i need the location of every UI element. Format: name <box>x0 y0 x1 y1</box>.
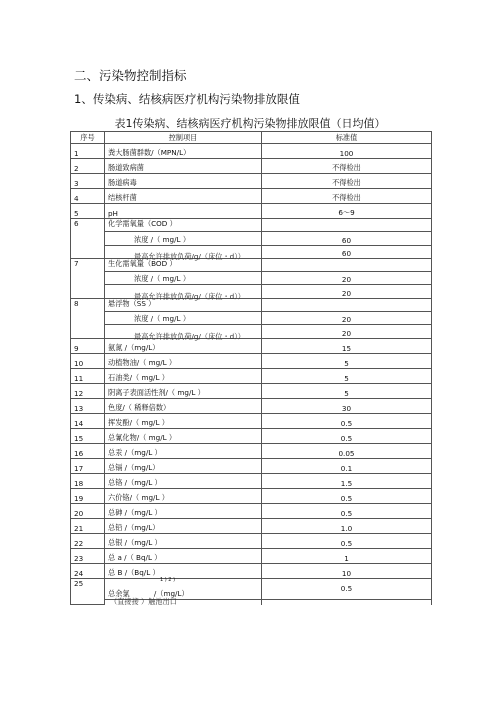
table-row <box>71 563 432 578</box>
table-row <box>71 383 432 398</box>
row-std: 0.5 <box>262 533 432 548</box>
header-std: 标准值 <box>262 132 432 144</box>
row-item: 化学需氧量（COD ） <box>105 219 262 232</box>
row-no: 16 <box>71 443 105 458</box>
row-no: 2 <box>71 159 105 174</box>
row-item: 阴离子表面活性剂/（ mg/L ） <box>105 383 262 398</box>
row-item: 挥发酚/（ mg/L ） <box>105 413 262 428</box>
row-item: 悬浮物（SS ） <box>105 298 262 311</box>
row-no: 20 <box>71 503 105 518</box>
row-no: 21 <box>71 518 105 533</box>
row-subitem: 浓度 /（ mg/L ） <box>134 234 191 244</box>
row-no: 19 <box>71 488 105 503</box>
row-item: 氨氮 /（mg/L） <box>105 338 262 353</box>
row-std: 20 <box>262 272 432 285</box>
row-no: 5 <box>71 204 105 219</box>
table-row <box>71 443 432 458</box>
table-header-row <box>71 132 432 144</box>
row-std: 20 <box>262 312 432 325</box>
row-item: 总铅 /（mg/L） <box>105 518 262 533</box>
row-item: 总铬 /（mg/L ） <box>105 473 262 488</box>
row-std: 1.0 <box>262 518 432 533</box>
row-std: 不得检出 <box>262 159 432 174</box>
row-subitem-clipped: （直接接 ）触池出口 <box>110 597 177 607</box>
row-item: 总 B /（Bq/L ） <box>105 563 262 578</box>
table-row <box>71 533 432 548</box>
table-row <box>71 353 432 368</box>
row-no: 23 <box>71 548 105 563</box>
pollutant-limits-table <box>70 131 432 605</box>
row-no: 7 <box>71 258 105 298</box>
row-std: 5 <box>262 383 432 398</box>
row-std: 10 <box>262 563 432 578</box>
row-subitem: 浓度 /（ mg/L ） <box>134 314 191 324</box>
table-row <box>71 473 432 488</box>
table-row-group-8 <box>71 298 432 311</box>
row-subitem-clipped: 最高允许排放负荷/g/（床位・d）） <box>134 291 245 301</box>
table-row <box>71 189 432 204</box>
row-std: 15 <box>262 338 432 353</box>
row-item: 肠道病毒 <box>105 174 262 189</box>
row-item: 总汞 /（mg/L ） <box>105 443 262 458</box>
row-std: 1.5 <box>262 473 432 488</box>
table-row <box>71 458 432 473</box>
table-row <box>71 144 432 159</box>
row-std: 0.5 <box>262 578 432 599</box>
row-no: 11 <box>71 368 105 383</box>
row-item: 石油类/（ mg/L ） <box>105 368 262 383</box>
row-no: 3 <box>71 174 105 189</box>
table-row <box>71 413 432 428</box>
row-item: 结核杆菌 <box>105 189 262 204</box>
table-row <box>71 368 432 383</box>
row-std: 5 <box>262 368 432 383</box>
row-std: 0.5 <box>262 488 432 503</box>
row-std: 20 <box>262 285 432 298</box>
row-std: 30 <box>262 398 432 413</box>
table-row <box>71 548 432 563</box>
row-no: 1 <box>71 144 105 159</box>
row-no: 18 <box>71 473 105 488</box>
row-subitem: 浓度 /（ mg/L ） <box>134 274 191 284</box>
row-std: 60 <box>262 245 432 258</box>
row-std: 5 <box>262 353 432 368</box>
row-subitem-clipped: 最高允许排放负荷/g/（床位・d）） <box>134 331 245 341</box>
row-std: 0.5 <box>262 413 432 428</box>
row-std: 20 <box>262 325 432 338</box>
row-no: 24 <box>71 563 105 578</box>
row-item: 肠道致病菌 <box>105 159 262 174</box>
row-no: 25 <box>71 578 105 605</box>
row-item: 粪大肠菌群数/（MPN/L） <box>105 144 262 159</box>
row-std: 100 <box>262 144 432 159</box>
row-no: 12 <box>71 383 105 398</box>
row-no: 17 <box>71 458 105 473</box>
table-row <box>71 338 432 353</box>
table-row-group-7 <box>71 258 432 271</box>
row-no: 8 <box>71 298 105 338</box>
row-no: 10 <box>71 353 105 368</box>
table-row <box>71 428 432 443</box>
row-item: 总砷 /（mg/L ） <box>105 503 262 518</box>
table-row-group-6 <box>71 219 432 232</box>
header-item: 控制项目 <box>105 132 262 144</box>
row-no: 14 <box>71 413 105 428</box>
row-no: 15 <box>71 428 105 443</box>
table-row-25 <box>71 578 432 599</box>
subsection-title: 1、传染病、结核病医疗机构污染物排放限值 <box>74 92 300 106</box>
row-std: 0.5 <box>262 428 432 443</box>
table-row <box>71 159 432 174</box>
row-item: 六价铬/（ mg/L ） <box>105 488 262 503</box>
row-superscript: 1 ) 2 ) <box>160 576 176 583</box>
row-item: 总镉 /（mg/L） <box>105 458 262 473</box>
row-item: 色度/（ 稀释倍数） <box>105 398 262 413</box>
section-title: 二、污染物控制指标 <box>74 68 187 83</box>
table-caption: 表1传染病、结核病医疗机构污染物排放限值（日均值） <box>114 117 386 130</box>
row-item: 总余氯 <box>108 588 130 598</box>
row-std: 6～9 <box>262 204 432 219</box>
row-std: 0.5 <box>262 503 432 518</box>
row-subitem-clipped: 最高允许排放负荷/g/（床位・d）） <box>134 251 245 261</box>
row-std: 60 <box>262 232 432 245</box>
row-no: 22 <box>71 533 105 548</box>
row-std: 不得检出 <box>262 174 432 189</box>
row-std: 不得检出 <box>262 189 432 204</box>
table-row <box>71 174 432 189</box>
row-item: 生化需氧量（BOD ） <box>105 258 262 271</box>
table-row <box>71 398 432 413</box>
header-no: 序号 <box>71 132 105 144</box>
row-unit: /（mg/L） <box>153 588 189 598</box>
row-item: 动植物油/（ mg/L ） <box>105 353 262 368</box>
row-no: 4 <box>71 189 105 204</box>
row-item: 总 a /（ Bq/L ） <box>105 548 262 563</box>
row-item: 总氰化物/（ mg/L ） <box>105 428 262 443</box>
row-std: 0.1 <box>262 458 432 473</box>
table-row <box>71 488 432 503</box>
row-item: 总银 /（mg/L ） <box>105 533 262 548</box>
row-no: 9 <box>71 338 105 353</box>
row-no: 13 <box>71 398 105 413</box>
row-no: 6 <box>71 219 105 259</box>
row-item: pH <box>105 204 262 219</box>
table-row <box>71 204 432 219</box>
row-std: 1 <box>262 548 432 563</box>
table-row <box>71 503 432 518</box>
table-row <box>71 518 432 533</box>
row-std: 0.05 <box>262 443 432 458</box>
